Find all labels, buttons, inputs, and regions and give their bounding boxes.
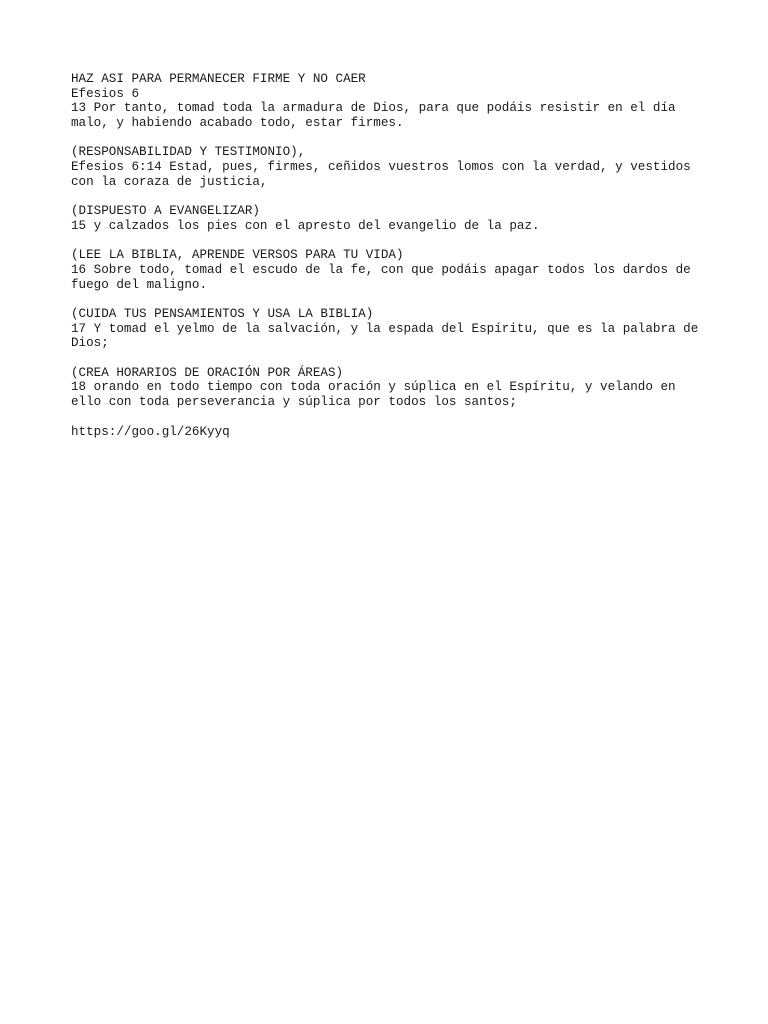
section-line: 17 Y tomad el yelmo de la salvación, y la espada del Espíritu, que es la palabra de — [71, 321, 699, 336]
section-heading: (CUIDA TUS PENSAMIENTOS Y USA LA BIBLIA) — [71, 307, 374, 321]
paragraph-gap — [71, 234, 711, 249]
section-line: 13 Por tanto, tomad toda la armadura de Dios, para que podáis resistir en el día — [71, 101, 676, 116]
section-evangelizar — [71, 204, 711, 233]
section-heading: (LEE LA BIBLIA, APRENDE VERSOS PARA TU VIDA) — [71, 248, 404, 263]
section-line: con la coraza de justicia, — [71, 174, 268, 189]
section-line: fuego del maligno. — [71, 277, 208, 292]
paragraph-gap — [71, 292, 711, 307]
section-oracion — [71, 366, 711, 410]
section-heading: (RESPONSABILIDAD Y TESTIMONIO), — [71, 145, 306, 160]
short-link[interactable]: https://goo.gl/26Kyyq — [71, 424, 230, 439]
section-heading: (DISPUESTO A EVANGELIZAR) — [71, 204, 260, 219]
document-body — [71, 72, 711, 439]
section-line: Efesios 6 — [71, 86, 140, 101]
paragraph-gap — [71, 190, 711, 205]
section-line: 16 Sobre todo, tomad el escudo de la fe, con que podáis apagar todos los dardos de — [71, 262, 691, 277]
section-line: Efesios 6:14 Estad, pues, firmes, ceñidos vuestros lomos con la verdad, y vestidos — [71, 160, 691, 175]
section-line: Dios; — [71, 336, 109, 351]
section-pensamientos — [71, 307, 711, 351]
section-line: ello con toda perseverancia y súplica por todos los santos; — [71, 395, 517, 410]
paragraph-gap — [71, 351, 711, 366]
paragraph-gap — [71, 410, 711, 425]
document-title: HAZ ASI PARA PERMANECER FIRME Y NO CAER — [71, 72, 366, 86]
section-line: 18 orando en todo tiempo con toda oración y súplica en el Espíritu, y velando en — [71, 380, 676, 395]
section-heading: (CREA HORARIOS DE ORACIÓN POR ÁREAS) — [71, 365, 344, 380]
section-efesios-6-13 — [71, 87, 711, 131]
paragraph-gap — [71, 131, 711, 146]
section-line: malo, y habiendo acabado todo, estar firmes. — [71, 116, 404, 131]
section-lee-la-biblia — [71, 248, 711, 292]
section-line: 15 y calzados los pies con el apresto del evangelio de la paz. — [71, 218, 540, 233]
section-responsabilidad — [71, 145, 711, 189]
